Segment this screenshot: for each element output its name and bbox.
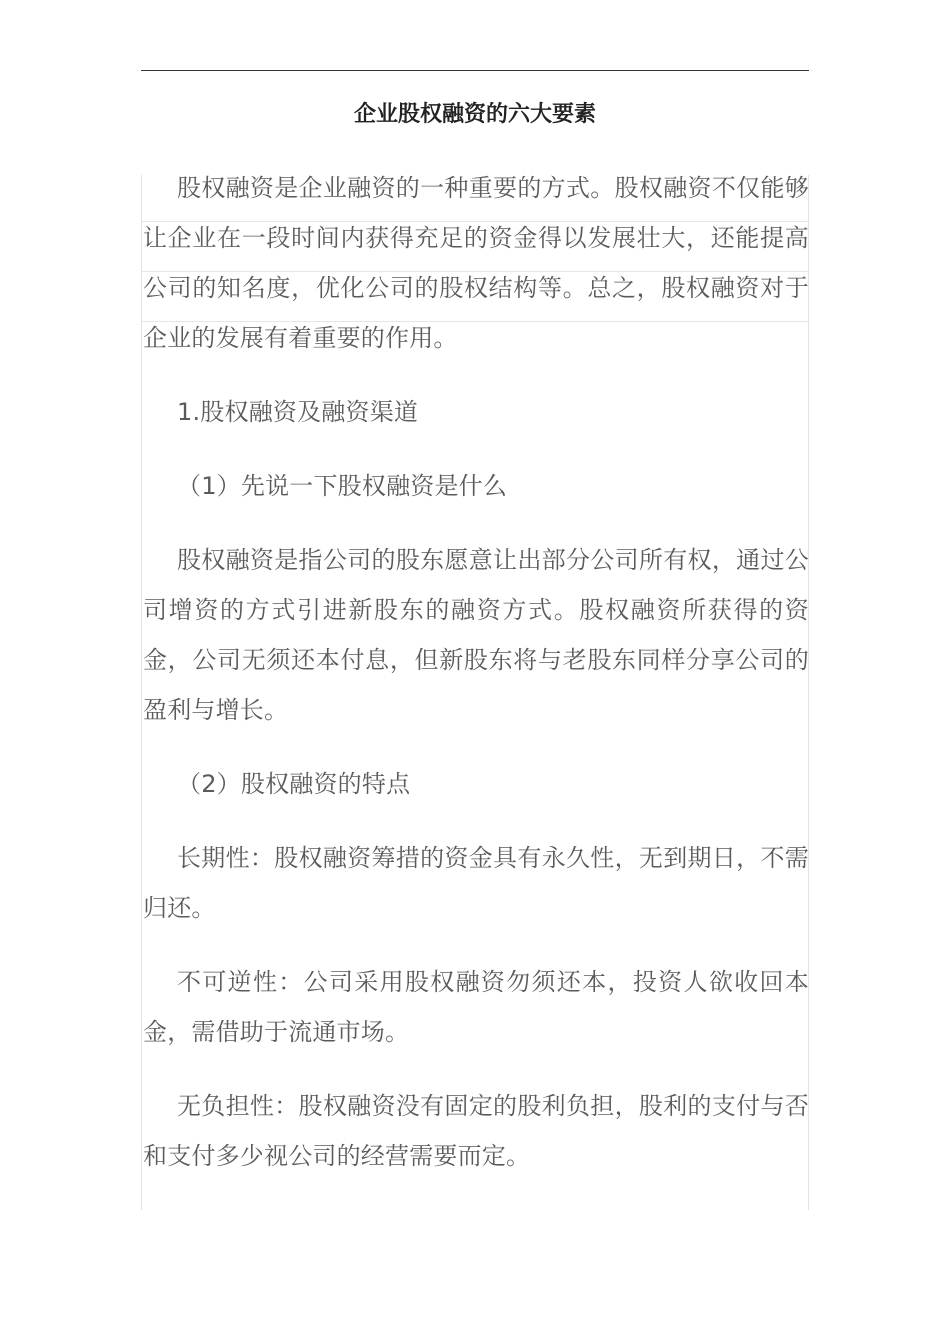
section-heading-1: 1.股权融资及融资渠道 <box>177 398 419 426</box>
document-title: 企业股权融资的六大要素 <box>353 102 596 127</box>
feature-irreversible: 不可逆性：公司采用股权融资勿须还本，投资人欲收回本金，需借助于流通市场。 <box>143 968 809 1046</box>
header-rule <box>141 70 809 71</box>
frame-left-border <box>141 175 142 1210</box>
feature-no-burden: 无负担性：股权融资没有固定的股利负担，股利的支付与否和支付多少视公司的经营需要而定。 <box>143 1092 809 1170</box>
subsection-heading-2: （2）股权融资的特点 <box>177 770 411 798</box>
document-body <box>143 163 809 1181</box>
subsection-heading-1: （1）先说一下股权融资是什么 <box>177 472 508 500</box>
feature-long-term: 长期性：股权融资筹措的资金具有永久性，无到期日，不需归还。 <box>143 844 809 922</box>
intro-paragraph: 股权融资是企业融资的一种重要的方式。股权融资不仅能够让企业在一段时间内获得充足的资金得以发展壮大，还能提高公司的知名度，优化公司的股权结构等。总之，股权融资对于企业的发展有着重要的作用。 <box>143 174 809 352</box>
definition-paragraph: 股权融资是指公司的股东愿意让出部分公司所有权，通过公司增资的方式引进新股东的融资方式。股权融资所获得的资金，公司无须还本付息，但新股东将与老股东同样分享公司的盈利与增长。 <box>143 546 809 724</box>
